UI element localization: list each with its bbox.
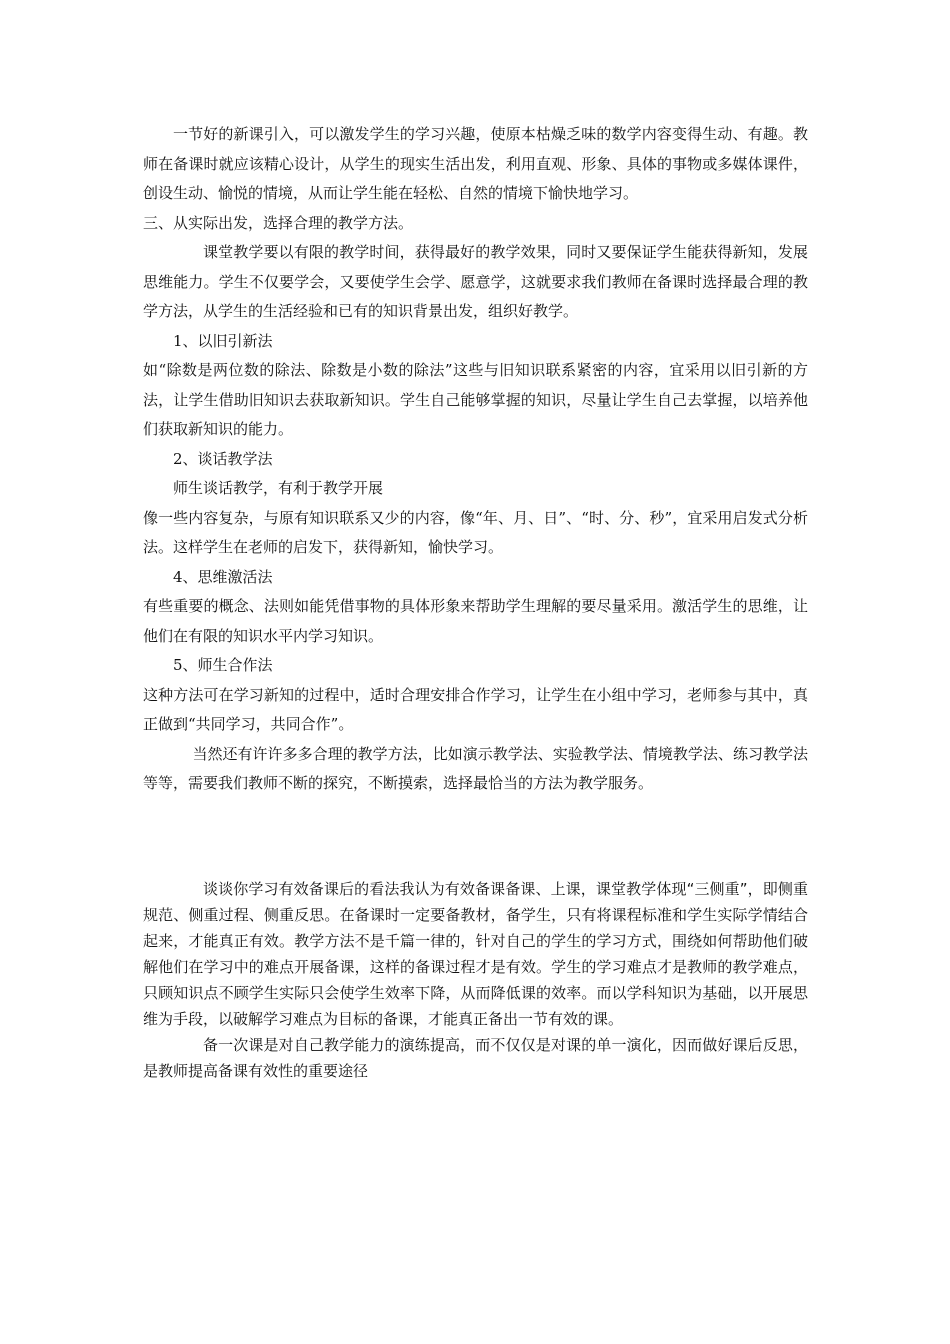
paragraph-teaching-goals: 课堂教学要以有限的教学时间，获得最好的教学效果，同时又要保证学生能获得新知，发展思维能力。学生不仅要学会，又要使学生会学、愿意学，这就要求我们教师在备课时选择最合理的教学方法，从学生的生活经验和已有的知识背景出发，组织好教学。 <box>143 243 808 320</box>
method-4-title: 4、思维激活法 <box>173 567 273 586</box>
method-1-title: 1、以旧引新法 <box>173 331 273 350</box>
reflection-paragraph: 谈谈你学习有效备课后的看法我认为有效备课备课、上课，课堂教学体现“三侧重”，即侧重规范、侧重过程、侧重反思。在备课时一定要备教材，备学生，只有将课程标准和学生实际学情结合起来，才能真正有效。教学方法不是千篇一律的，针对自己的学生的学习方式，围绕如何帮助他们破解他们在学习中的难点开展备课，这样的备课过程才是有效。学生的学习难点才是教师的教学难点，只顾知识点不顾学生实际只会使学生效率下降，从而降低课的效率。而以学科知识为基础，以开展思维为手段，以破解学习难点为目标的备课，才能真正备出一节有效的课。 <box>143 880 808 1028</box>
document-section-2 <box>143 876 808 1084</box>
method-2-text: 像一些内容复杂，与原有知识联系又少的内容，像“年、月、日”、“时、分、秒”，宜采用启发式分析法。这样学生在老师的启发下，获得新知，愉快学习。 <box>143 508 808 556</box>
method-2-subtitle: 师生谈话教学，有利于教学开展 <box>173 479 384 497</box>
method-4-text: 有些重要的概念、法则如能凭借事物的具体形象来帮助学生理解的要尽量采用。激活学生的思维，让他们在有限的知识水平内学习知识。 <box>143 597 808 645</box>
section-heading-3: 三、从实际出发，选择合理的教学方法。 <box>143 213 414 232</box>
document-section-1 <box>143 120 808 799</box>
method-2-title: 2、谈话教学法 <box>173 449 273 468</box>
method-1-text: 如“除数是两位数的除法、除数是小数的除法”这些与旧知识联系紧密的内容，宜采用以旧引新的方法，让学生借助旧知识去获取新知识。学生自己能够掌握的知识，尽量让学生自己去掌握，以培养他们获取新知识的能力。 <box>143 361 808 438</box>
intro-paragraph: 一节好的新课引入，可以激发学生的学习兴趣，使原本枯燥乏味的数学内容变得生动、有趣。教师在备课时就应该精心设计，从学生的现实生活出发，利用直观、形象、具体的事物或多媒体课件，创设生动、愉悦的情境，从而让学生能在轻松、自然的情境下愉快地学习。 <box>143 125 808 202</box>
method-5-text: 这种方法可在学习新知的过程中，适时合理安排合作学习，让学生在小组中学习，老师参与其中，真正做到“共同学习，共同合作”。 <box>143 685 808 733</box>
reflection-closing: 备一次课是对自己教学能力的演练提高，而不仅仅是对课的单一演化，因而做好课后反思，是教师提高备课有效性的重要途径 <box>143 1036 808 1080</box>
closing-paragraph: 当然还有许许多多合理的教学方法，比如演示教学法、实验教学法、情境教学法、练习教学法等等，需要我们教师不断的探究，不断摸索，选择最恰当的方法为教学服务。 <box>143 744 808 792</box>
method-5-title: 5、师生合作法 <box>173 656 273 674</box>
